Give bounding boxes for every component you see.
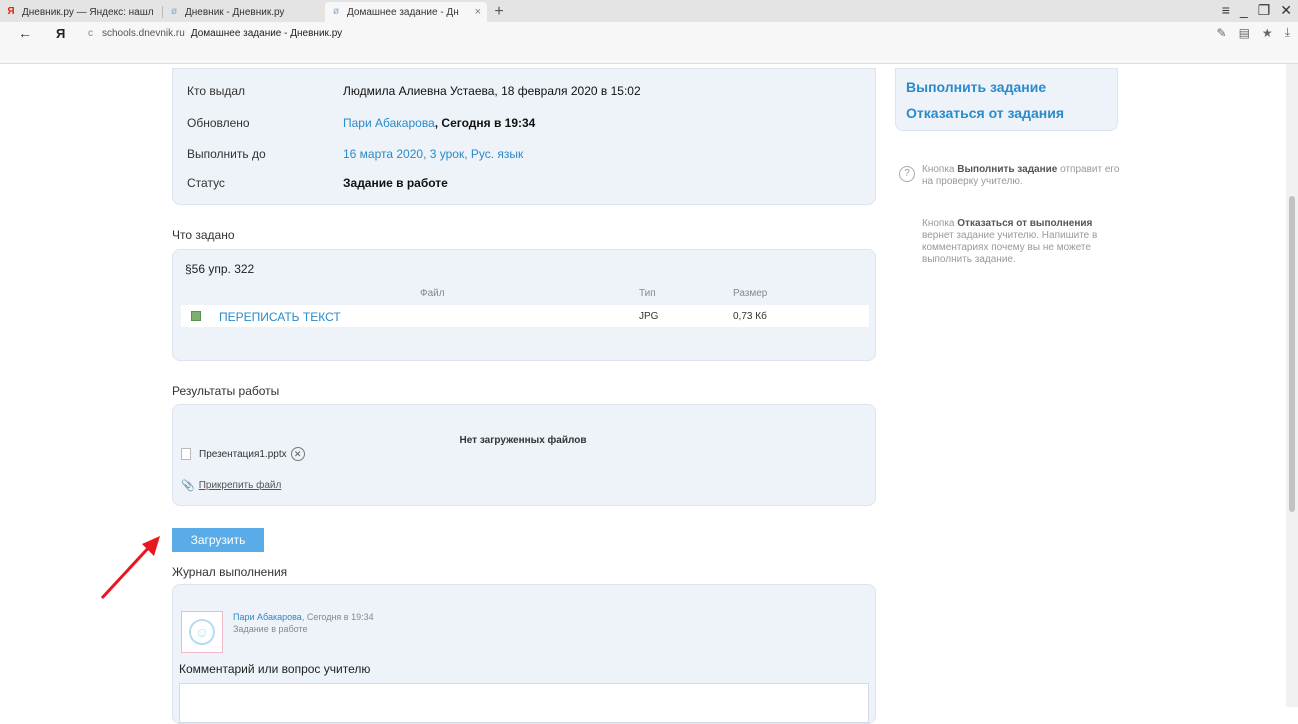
- task-text: §56 упр. 322: [185, 262, 255, 276]
- info-value: Людмила Алиевна Устаева, 18 февраля 2020 в 15:02: [343, 84, 641, 98]
- info-row-status: [187, 173, 448, 193]
- url-text[interactable]: schools.dnevnik.ru: [102, 27, 185, 39]
- tab-dnevnik[interactable]: [163, 2, 325, 22]
- dnevnik-icon: ø: [332, 6, 340, 17]
- page-tools-icon[interactable]: ▤: [1238, 25, 1250, 40]
- complete-task-link[interactable]: Выполнить задание: [906, 79, 1047, 95]
- back-arrow-icon[interactable]: ←: [18, 25, 32, 41]
- tab-label: Дневник - Дневник.ру: [185, 6, 285, 18]
- smiley-avatar-icon: ☺: [189, 619, 215, 645]
- file-row: [181, 305, 869, 327]
- address-bar: [0, 22, 1298, 64]
- file-link[interactable]: ПЕРЕПИСАТЬ ТЕКСТ: [219, 310, 341, 324]
- dnevnik-icon: ø: [170, 6, 178, 17]
- results-section-title: Результаты работы: [172, 384, 280, 398]
- image-file-icon: [191, 311, 201, 321]
- due-date-link[interactable]: 16 марта 2020, 3 урок, Рус. язык: [343, 147, 524, 161]
- log-author-link[interactable]: Пари Абакарова: [233, 612, 302, 622]
- log-time: , Сегодня в 19:34: [301, 612, 374, 622]
- window-controls: [1222, 2, 1292, 19]
- comment-label: Комментарий или вопрос учителю: [179, 662, 371, 676]
- paperclip-icon: 📎: [181, 480, 195, 492]
- attached-file-name: Презентация1.pptx: [199, 448, 287, 460]
- help-text-complete: Кнопка Выполнить задание отправит его на проверку учителю.: [922, 164, 1120, 187]
- info-label: Обновлено: [187, 116, 250, 130]
- avatar: [181, 611, 223, 653]
- assignment-info-panel: [172, 68, 876, 205]
- task-section-title: Что задано: [172, 228, 235, 242]
- new-tab-button[interactable]: +: [494, 3, 504, 20]
- size-column-header: Размер: [733, 288, 768, 299]
- reload-icon[interactable]: c: [88, 27, 93, 39]
- results-panel: [172, 404, 876, 506]
- close-window-icon[interactable]: ✕: [1280, 2, 1292, 18]
- info-row-issued-by: [187, 81, 641, 101]
- file-type: JPG: [639, 311, 659, 322]
- upload-button[interactable]: Загрузить: [172, 528, 264, 552]
- info-row-updated: [187, 113, 535, 133]
- updated-time: , Сегодня в 19:34: [434, 116, 536, 130]
- info-label: Выполнить до: [187, 147, 266, 161]
- bookmark-star-icon[interactable]: ★: [1261, 25, 1273, 40]
- log-status: Задание в работе: [233, 624, 308, 634]
- tab-homework[interactable]: [325, 2, 487, 22]
- log-section-title: Журнал выполнения: [172, 565, 288, 579]
- status-value: Задание в работе: [343, 176, 448, 190]
- attach-file-label: Прикрепить файл: [198, 480, 282, 491]
- tab-label: Дневник.ру — Яндекс: нашл: [22, 6, 154, 18]
- actions-panel: [895, 68, 1118, 131]
- info-label: Кто выдал: [187, 84, 246, 98]
- comment-textarea[interactable]: [179, 683, 869, 723]
- menu-icon[interactable]: ≡: [1221, 2, 1230, 18]
- minimize-icon[interactable]: _: [1239, 2, 1248, 18]
- type-column-header: Тип: [639, 288, 656, 299]
- document-icon: [181, 448, 191, 460]
- red-arrow-annotation: [96, 530, 166, 602]
- remove-file-icon[interactable]: ✕: [291, 447, 305, 461]
- download-icon[interactable]: ⤓: [1284, 25, 1290, 39]
- page-title-in-address[interactable]: Домашнее задание - Дневник.ру: [190, 27, 343, 39]
- tab-yandex[interactable]: [0, 2, 162, 22]
- close-tab-icon[interactable]: ×: [474, 6, 481, 18]
- maximize-icon[interactable]: ❐: [1257, 2, 1271, 18]
- browser-tab-bar: [0, 0, 1298, 22]
- yandex-icon: Я: [7, 6, 15, 17]
- file-size: 0,73 Кб: [733, 311, 767, 322]
- vertical-scrollbar[interactable]: [1286, 64, 1298, 707]
- reader-mode-icon[interactable]: ✎: [1216, 25, 1227, 40]
- yandex-logo-icon[interactable]: Я: [56, 25, 66, 41]
- info-row-due: [187, 144, 523, 164]
- file-column-header: Файл: [420, 288, 445, 299]
- scrollbar-thumb[interactable]: [1289, 196, 1295, 512]
- log-panel: [172, 584, 876, 724]
- no-files-message: Нет загруженных файлов: [459, 435, 587, 446]
- updated-by-link[interactable]: Пари Абакарова: [343, 116, 435, 130]
- task-panel: [172, 249, 876, 361]
- attach-file-link[interactable]: [181, 479, 281, 492]
- info-label: Статус: [187, 176, 225, 190]
- attached-file: [181, 447, 305, 461]
- help-question-icon: ?: [899, 166, 915, 182]
- help-text-refuse: Кнопка Отказаться от выполнения вернет задание учителю. Напишите в комментариях почему вы не можете выполнить задание.: [922, 218, 1098, 265]
- tab-label: Домашнее задание - Дн: [347, 6, 459, 18]
- refuse-task-link[interactable]: Отказаться от задания: [906, 105, 1064, 121]
- log-entry: [233, 611, 374, 635]
